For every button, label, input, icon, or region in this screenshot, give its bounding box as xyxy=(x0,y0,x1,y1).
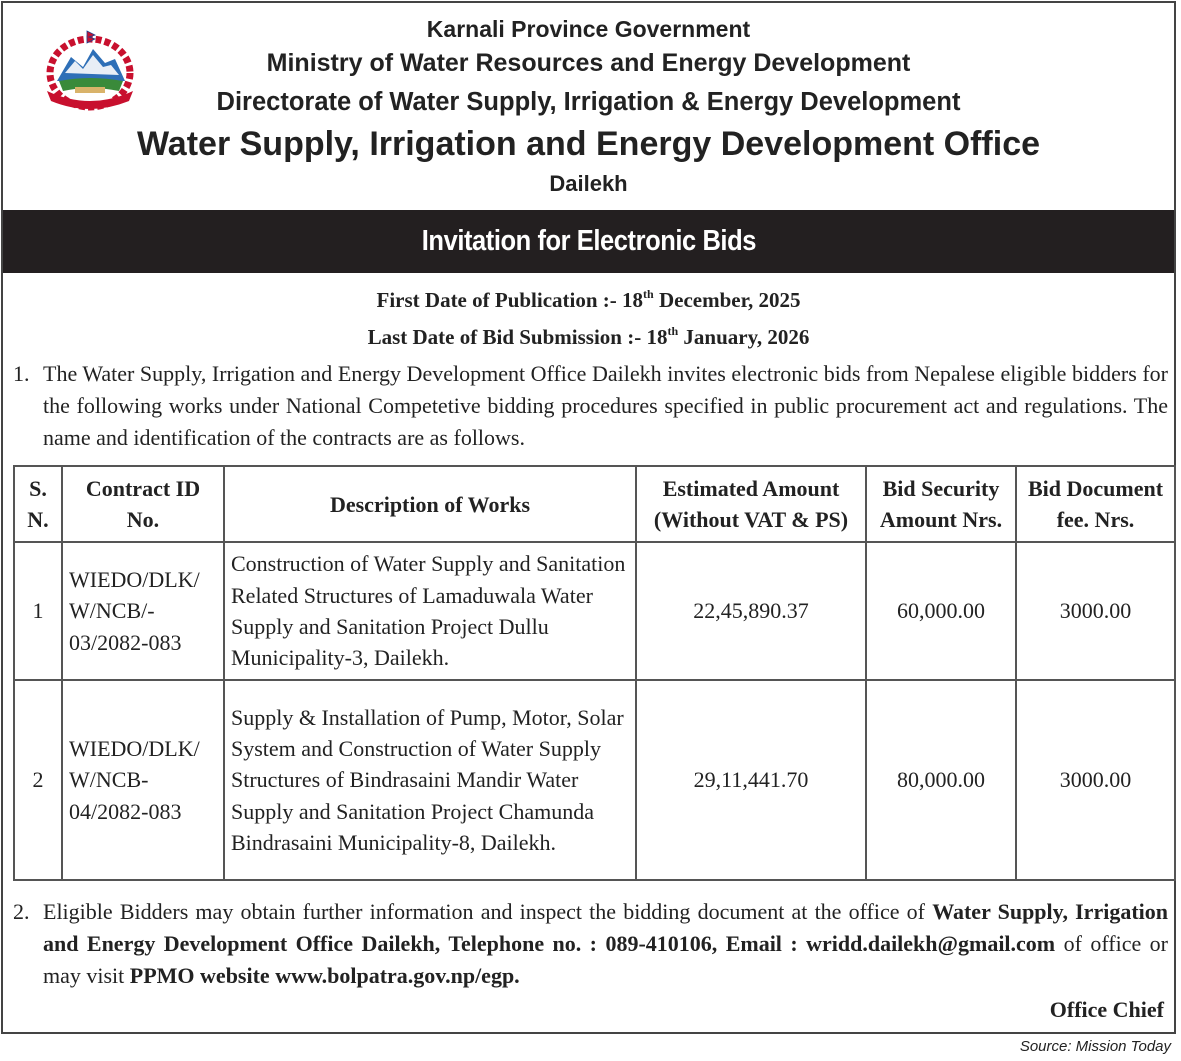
cell-bid-security: 80,000.00 xyxy=(866,680,1016,880)
cell-estimated-amount: 29,11,441.70 xyxy=(636,680,866,880)
col-bid-security xyxy=(866,466,1016,542)
cell-bid-security: 60,000.00 xyxy=(866,542,1016,680)
cell-description: Construction of Water Supply and Sanitation Related Structures of Lamaduwala Water Supply and Sanitation Project Dullu Municipality-3, Dailekh. xyxy=(224,542,636,680)
ppmo-website: PPMO website www.bolpatra.gov.np/egp. xyxy=(129,963,520,988)
notice-dates xyxy=(3,285,1174,359)
notice-header xyxy=(3,3,1174,211)
office-location: Dailekh xyxy=(549,171,628,196)
table-row xyxy=(14,680,1175,880)
contact-text: Eligible Bidders may obtain further information and inspect the bidding document at the office of xyxy=(43,899,933,924)
col-sn xyxy=(14,466,62,542)
contract-id-part: WIEDO/DLK/ xyxy=(69,736,200,762)
cell-contract-id xyxy=(62,680,224,880)
ordinal-suffix: th xyxy=(643,287,654,301)
contracts-table xyxy=(13,465,1176,881)
contract-id-part: 03/2082-083 xyxy=(69,629,182,655)
header-text: Bid Document xyxy=(1027,476,1164,501)
header-text: Amount Nrs. xyxy=(879,507,1003,532)
paragraph-contact-info xyxy=(13,896,1168,992)
ministry-name: Ministry of Water Resources and Energy Development xyxy=(266,49,911,77)
table-header-row xyxy=(14,466,1175,542)
cell-sn: 1 xyxy=(14,542,62,680)
cell-estimated-amount: 22,45,890.37 xyxy=(636,542,866,680)
ordinal-suffix: th xyxy=(667,324,679,338)
table-row xyxy=(14,542,1175,680)
col-description: Description of Works xyxy=(224,466,636,542)
col-estimated-amount xyxy=(636,466,866,542)
paragraph-invitation xyxy=(13,358,1168,454)
cell-document-fee: 3000.00 xyxy=(1016,680,1175,880)
header-text: No. xyxy=(126,507,160,532)
last-submission-label: Last Date of Bid Submission :- 18 xyxy=(367,325,668,349)
paragraph-number: 1. xyxy=(13,361,30,386)
source-credit: Source: Mission Today xyxy=(1019,1038,1171,1055)
first-publication-label: First Date of Publication :- 18 xyxy=(376,288,644,312)
office-name: Water Supply, Irrigation and Energy Development Office xyxy=(136,125,1041,163)
notice-title-banner xyxy=(3,210,1174,273)
header-text: Estimated Amount xyxy=(662,476,840,501)
province-government: Karnali Province Government xyxy=(426,16,751,42)
signoff-office-chief: Office Chief xyxy=(1049,997,1164,1022)
paragraph-number: 2. xyxy=(13,899,30,924)
first-publication-value: December, 2025 xyxy=(653,288,801,312)
col-document-fee xyxy=(1016,466,1175,542)
paragraph-text xyxy=(43,896,1168,992)
contract-id-part: WIEDO/DLK/ xyxy=(69,567,200,593)
cell-contract-id xyxy=(62,542,224,680)
notice-title: Invitation for Electronic Bids xyxy=(421,225,756,257)
cell-document-fee: 3000.00 xyxy=(1016,542,1175,680)
first-publication-date xyxy=(3,285,1174,322)
contract-id-part: 04/2082-083 xyxy=(69,798,182,824)
header-text: Contract ID xyxy=(85,476,201,501)
last-submission-value: January, 2026 xyxy=(678,325,810,349)
contract-id-part: W/NCB/- xyxy=(69,598,155,624)
contact-text: of office or may visit xyxy=(43,931,1168,988)
cell-description: Supply & Installation of Pump, Motor, Solar System and Construction of Water Supply Structures of Bindrasaini Mandir Water Supply and Sanitation Project Chamunda Bindrasaini Municipality-8, Dailekh. xyxy=(224,680,636,880)
cell-sn: 2 xyxy=(14,680,62,880)
office-contact-details: Water Supply, Irrigation and Energy Development Office Dailekh, Telephone no. : 089-410106, Email : wridd.dailekh@gmail.com xyxy=(43,899,1168,956)
header-text: N. xyxy=(27,507,49,532)
header-text: Bid Security xyxy=(882,476,1000,501)
header-text: fee. Nrs. xyxy=(1056,507,1135,532)
notice-frame xyxy=(1,1,1176,1034)
paragraph-text: The Water Supply, Irrigation and Energy Development Office Dailekh invites electronic bids from Nepalese eligible bidders for the following works under National Competetive bidding procedures specified in public procurement act and regulations. The name and identification of the contracts are as follows. xyxy=(43,361,1168,450)
header-text: (Without VAT & PS) xyxy=(653,507,849,532)
last-submission-date xyxy=(3,322,1174,359)
contract-id-part: W/NCB- xyxy=(69,767,149,793)
col-contract-id xyxy=(62,466,224,542)
header-text: S. xyxy=(29,476,47,501)
directorate-name: Directorate of Water Supply, Irrigation & Energy Development xyxy=(216,88,961,116)
